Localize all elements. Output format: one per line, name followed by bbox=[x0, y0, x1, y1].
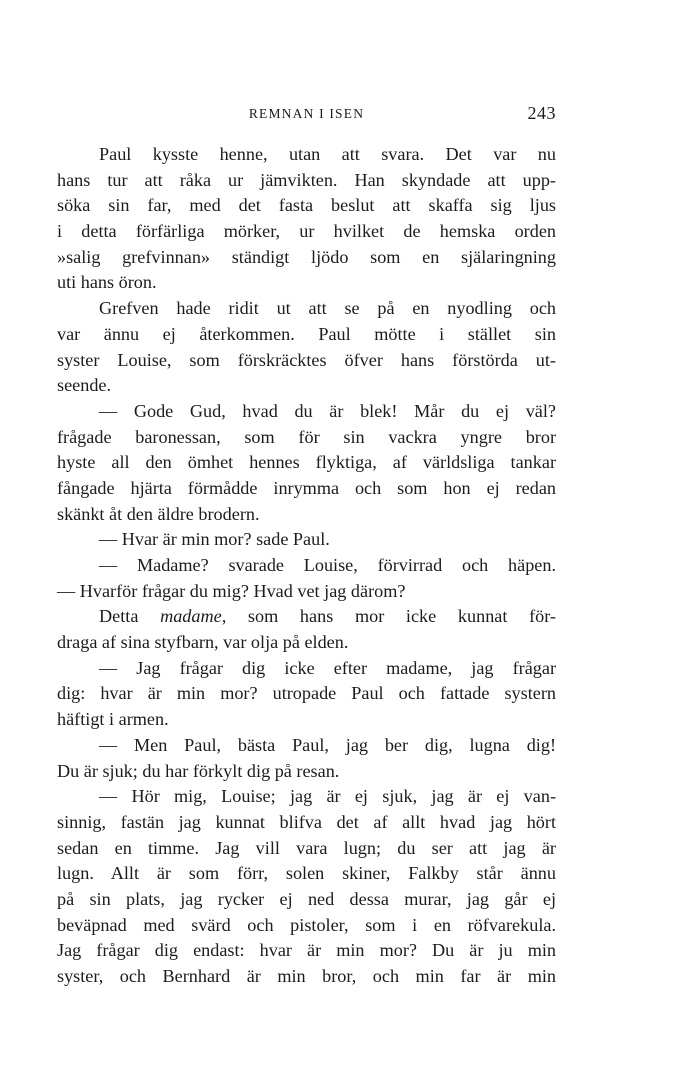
text-line: dig: hvar är min mor? utropade Paul och fattade systern bbox=[57, 683, 556, 704]
text-line: på sin plats, jag rycker ej ned dessa murar, jag går ej bbox=[57, 888, 556, 909]
text-line: »salig grefvinnan» ständigt ljödo som en själaringning bbox=[57, 246, 556, 267]
text-line: söka sin far, med det fasta beslut att skaffa sig ljus bbox=[57, 195, 556, 216]
text-line: skänkt åt den äldre brodern. bbox=[57, 503, 260, 524]
text-line: — Hvar är min mor? sade Paul. bbox=[99, 529, 330, 550]
italic-word: madame, bbox=[160, 606, 227, 627]
text-line: frågade baronessan, som för sin vackra yngre bror bbox=[57, 426, 556, 447]
text-line: — Jag frågar dig icke efter madame, jag frågar bbox=[99, 657, 556, 678]
text-line: lugn. Allt är som förr, solen skiner, Falkby står ännu bbox=[57, 863, 556, 884]
text-line: draga af sina styfbarn, var olja på elden. bbox=[57, 632, 349, 653]
text-line: var ännu ej återkommen. Paul mötte i stället sin bbox=[57, 323, 556, 344]
text-line: — Men Paul, bästa Paul, jag ber dig, lugna dig! bbox=[99, 734, 556, 755]
text-line: — Gode Gud, hvad du är blek! Mår du ej väl? bbox=[99, 400, 556, 421]
text-line: beväpnad med svärd och pistoler, som i en röfvarekula. bbox=[57, 914, 556, 935]
running-title: REMNAN I ISEN bbox=[248, 106, 365, 121]
text-line: syster, och Bernhard är min bror, och min far är min bbox=[57, 966, 556, 986]
text-line: Du är sjuk; du har förkylt dig på resan. bbox=[57, 760, 340, 781]
text-line: — Madame? svarade Louise, förvirrad och häpen. bbox=[99, 555, 556, 575]
text-line: sedan en timme. Jag vill vara lugn; du ser att jag är bbox=[57, 837, 556, 858]
text-line bbox=[57, 604, 556, 630]
body-text bbox=[57, 142, 556, 990]
running-head bbox=[57, 103, 556, 127]
text-line: seende. bbox=[57, 375, 112, 396]
text-line: sinnig, fastän jag kunnat blifva det af allt hvad jag hört bbox=[57, 811, 556, 832]
text-line: Grefven hade ridit ut att se på en nyodling och bbox=[99, 298, 556, 319]
page-number: 243 bbox=[527, 103, 556, 123]
text-line: uti hans öron. bbox=[57, 272, 157, 293]
text-line: hans tur att råka ur jämvikten. Han skyndade att upp- bbox=[57, 169, 556, 190]
text-segment: som hans mor icke kunnat för- bbox=[226, 606, 556, 627]
text-line: — Hör mig, Louise; jag är ej sjuk, jag är ej van- bbox=[99, 786, 556, 807]
text-line: Paul kysste henne, utan att svara. Det var nu bbox=[99, 144, 556, 164]
text-line: fångade hjärta förmådde inrymma och som hon ej redan bbox=[57, 477, 556, 498]
text-line: — Hvarför frågar du mig? Hvad vet jag därom? bbox=[57, 580, 406, 601]
text-line: i detta förfärliga mörker, ur hvilket de hemska orden bbox=[57, 221, 556, 242]
text-line: hyste all den ömhet hennes flyktiga, af världsliga tankar bbox=[57, 452, 556, 473]
text-line: syster Louise, som förskräcktes öfver hans förstörda ut- bbox=[57, 349, 556, 370]
text-line: Jag frågar dig endast: hvar är min mor? Du är ju min bbox=[57, 940, 556, 961]
text-line: häftigt i armen. bbox=[57, 709, 169, 730]
text-segment: Detta bbox=[99, 606, 161, 627]
